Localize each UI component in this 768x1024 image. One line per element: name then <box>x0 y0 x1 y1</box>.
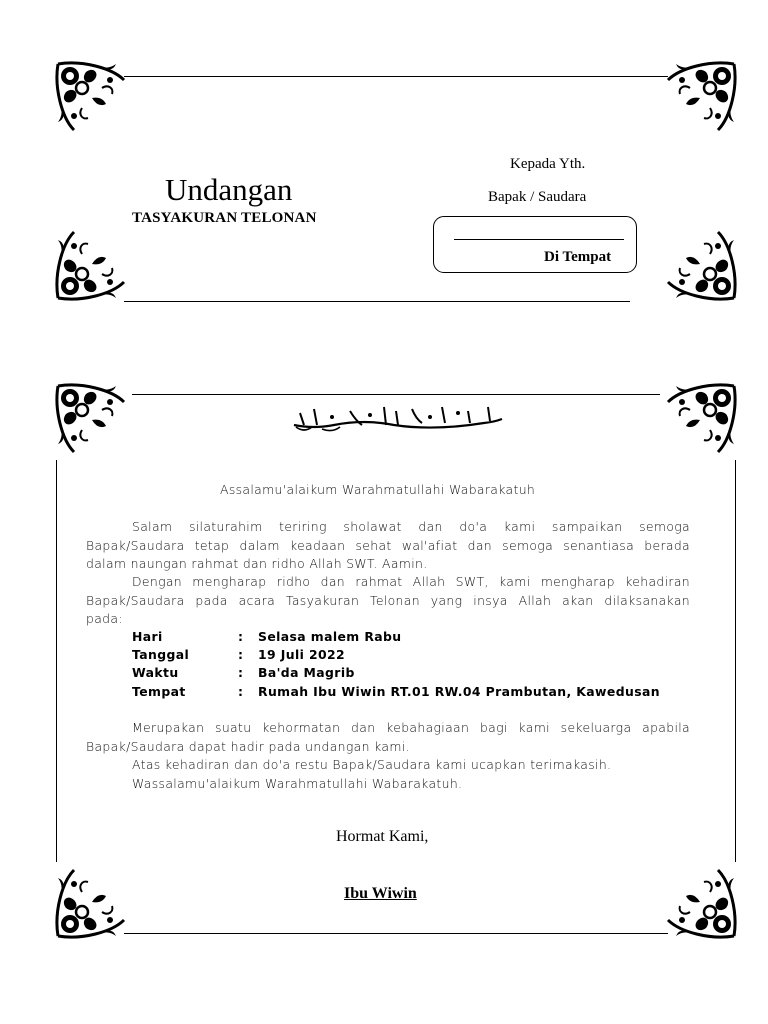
paragraph-greeting <box>86 518 690 574</box>
paragraph-line: Bapak/Saudara dapat hadir pada undangan kami. <box>86 738 410 754</box>
floral-corner-ornament-icon <box>660 862 740 942</box>
detail-label: Tanggal <box>132 647 190 662</box>
detail-value: Selasa malem Rabu <box>258 629 402 644</box>
detail-separator: : <box>238 647 244 662</box>
card-border-top <box>132 394 660 395</box>
card-border-bottom <box>124 301 630 302</box>
floral-corner-ornament-icon <box>52 224 132 304</box>
card-border-top <box>124 76 668 77</box>
paragraph-closing <box>86 719 690 793</box>
signer-name: Ibu Wiwin <box>344 885 417 902</box>
recipient-name: Bapak / Saudara <box>488 189 587 205</box>
detail-separator: : <box>238 665 244 680</box>
floral-corner-ornament-icon <box>52 58 132 138</box>
floral-corner-ornament-icon <box>660 380 740 460</box>
paragraph-line: Dengan mengharap ridho dan rahmat Allah SWT, kami mengharap kehadiran <box>132 574 690 589</box>
floral-corner-ornament-icon <box>660 224 740 304</box>
address-blank-line <box>454 239 624 240</box>
paragraph-line: Wassalamu'alaikum Warahmatullahi Wabarakatuh. <box>132 775 463 791</box>
address-box <box>433 216 637 273</box>
detail-value: Rumah Ibu Wiwin RT.01 RW.04 Prambutan, Kawedusan <box>258 684 660 699</box>
floral-corner-ornament-icon <box>660 58 740 138</box>
paragraph-line: pada: <box>86 611 123 626</box>
envelope-card <box>52 58 740 304</box>
floral-corner-ornament-icon <box>52 862 132 942</box>
place-label: Di Tempat <box>544 249 612 265</box>
invitation-subtitle: TASYAKURAN TELONAN <box>132 210 317 226</box>
paragraph-line: Bapak/Saudara pada acara Tasyakuran Telonan yang insya Allah akan dilaksanakan <box>86 592 690 608</box>
bismillah-calligraphy-icon <box>292 403 504 433</box>
opening-greeting: Assalamu'alaikum Warahmatullahi Wabarakatuh <box>220 482 536 497</box>
recipient-label: Kepada Yth. <box>510 156 586 172</box>
paragraph-line: Bapak/Saudara tetap dalam keadaan sehat wal'afiat dan semoga senantiasa berada <box>86 537 690 553</box>
floral-corner-ornament-icon <box>52 380 132 460</box>
detail-value: Ba'da Magrib <box>258 665 355 680</box>
paragraph-line: Merupakan suatu kehormatan dan kebahagiaan bagi kami sekeluarga apabila <box>132 720 690 735</box>
paragraph-line: Atas kehadiran dan do'a restu Bapak/Saudara kami ucapkan terimakasih. <box>132 757 612 772</box>
detail-separator: : <box>238 629 244 644</box>
paragraph-invitation <box>86 573 690 629</box>
detail-value: 19 Juli 2022 <box>258 647 346 662</box>
detail-separator: : <box>238 684 244 699</box>
card-border-right <box>735 460 736 862</box>
paragraph-line: Salam silaturahim teriring sholawat dan do'a kami sampaikan semoga <box>132 519 690 534</box>
detail-label: Waktu <box>132 665 179 680</box>
detail-label: Hari <box>132 629 163 644</box>
invitation-title: Undangan <box>165 172 293 207</box>
card-border-bottom <box>124 933 668 934</box>
card-border-left <box>56 460 57 862</box>
closing-salutation: Hormat Kami, <box>336 828 429 845</box>
detail-label: Tempat <box>132 684 186 699</box>
paragraph-line: dalam naungan rahmat dan ridho Allah SWT. Aamin. <box>86 556 428 571</box>
